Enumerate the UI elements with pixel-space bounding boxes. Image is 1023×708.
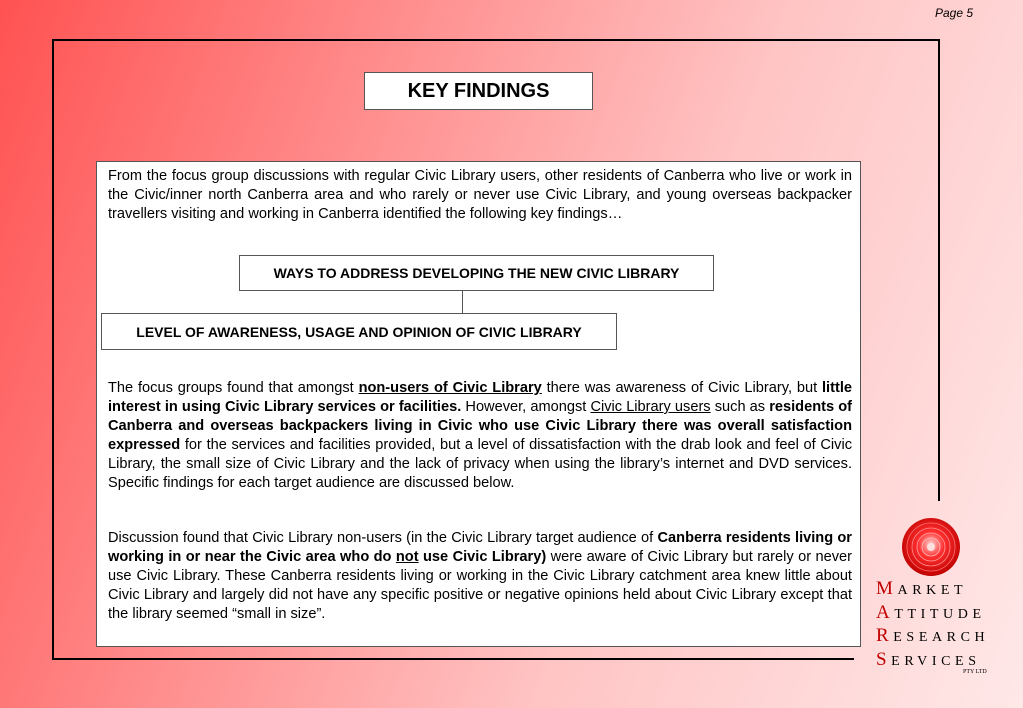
logo-subtitle: PTY LTD	[963, 669, 987, 675]
logo-line-market	[876, 578, 989, 602]
logo-word: ARKET	[897, 583, 968, 598]
frame-bottom-border	[52, 658, 854, 660]
page-number: Page 5	[935, 6, 974, 20]
text-run: However, amongst	[461, 399, 591, 415]
logo-word: ESEARCH	[893, 630, 990, 645]
satisfaction-emphasis: residents of Canberra and overseas backpackers living in Civic who use Civic Library there was overall satisfaction expressed	[108, 399, 853, 453]
text-run: for the services and facilities provided, but a level of dissatisfaction with the drab look and feel of Civic Library, the small size of Civic Library and the lack of privacy when using the library’s internet and DVD services. Specific findings for each target audience are discussed below.	[108, 437, 852, 491]
company-logo	[876, 517, 996, 677]
level-heading-box: LEVEL OF AWARENESS, USAGE AND OPINION OF CIVIC LIBRARY	[101, 313, 617, 350]
logo-cap-letter: A	[876, 601, 895, 623]
text-run: Discussion found that Civic Library non-users (in the Civic Library target audience of	[108, 530, 658, 546]
audience-emphasis-end: use Civic Library)	[418, 549, 547, 565]
logo-line-attitude	[876, 602, 989, 626]
frame-left-border	[52, 39, 54, 660]
logo-line-research	[876, 625, 989, 649]
users-emphasis: Civic Library users	[590, 399, 711, 415]
discussion-paragraph	[108, 529, 852, 624]
logo-word: TTITUDE	[894, 606, 986, 622]
frame-right-border	[938, 39, 940, 501]
awareness-paragraph	[108, 379, 852, 493]
frame-top-border	[52, 39, 940, 41]
ways-heading-box: WAYS TO ADDRESS DEVELOPING THE NEW CIVIC LIBRARY	[239, 255, 714, 291]
logo-cap-letter: R	[876, 625, 894, 646]
text-run: such as	[710, 399, 770, 415]
audience-emphasis: Canberra residents living or working in or near the Civic area who do	[108, 530, 852, 565]
text-run: there was awareness of Civic Library, but	[541, 380, 822, 396]
logo-cap-letter: S	[876, 648, 892, 670]
page-title: KEY FINDINGS	[364, 72, 593, 110]
logo-word: ERVICES	[891, 653, 981, 669]
logo-cap-letter: M	[876, 578, 898, 599]
findings-content-box	[96, 161, 861, 647]
concentric-red-sphere-icon	[901, 517, 961, 577]
intro-paragraph: From the focus group discussions with regular Civic Library users, other residents of Canberra who live or work in the Civic/inner north Canberra area and who rarely or never use Civic Library, and young overseas backpacker travellers visiting and working in Canberra identified the following key findings…	[108, 168, 852, 222]
little-interest-emphasis: little interest in using Civic Library services or facilities.	[108, 380, 852, 415]
non-users-emphasis: non-users of Civic Library	[358, 380, 542, 396]
not-emphasis: not	[395, 549, 419, 565]
connector-line	[462, 291, 463, 314]
text-run: were aware of Civic Library but rarely or never use Civic Library. These Canberra residents living or working in the Civic Library catchment area knew little about Civic Library and largely did not have any specific positive or negative opinions held about Civic Library except that the library seemed “small in size”.	[108, 549, 853, 622]
text-run: The focus groups found that amongst	[108, 380, 359, 396]
